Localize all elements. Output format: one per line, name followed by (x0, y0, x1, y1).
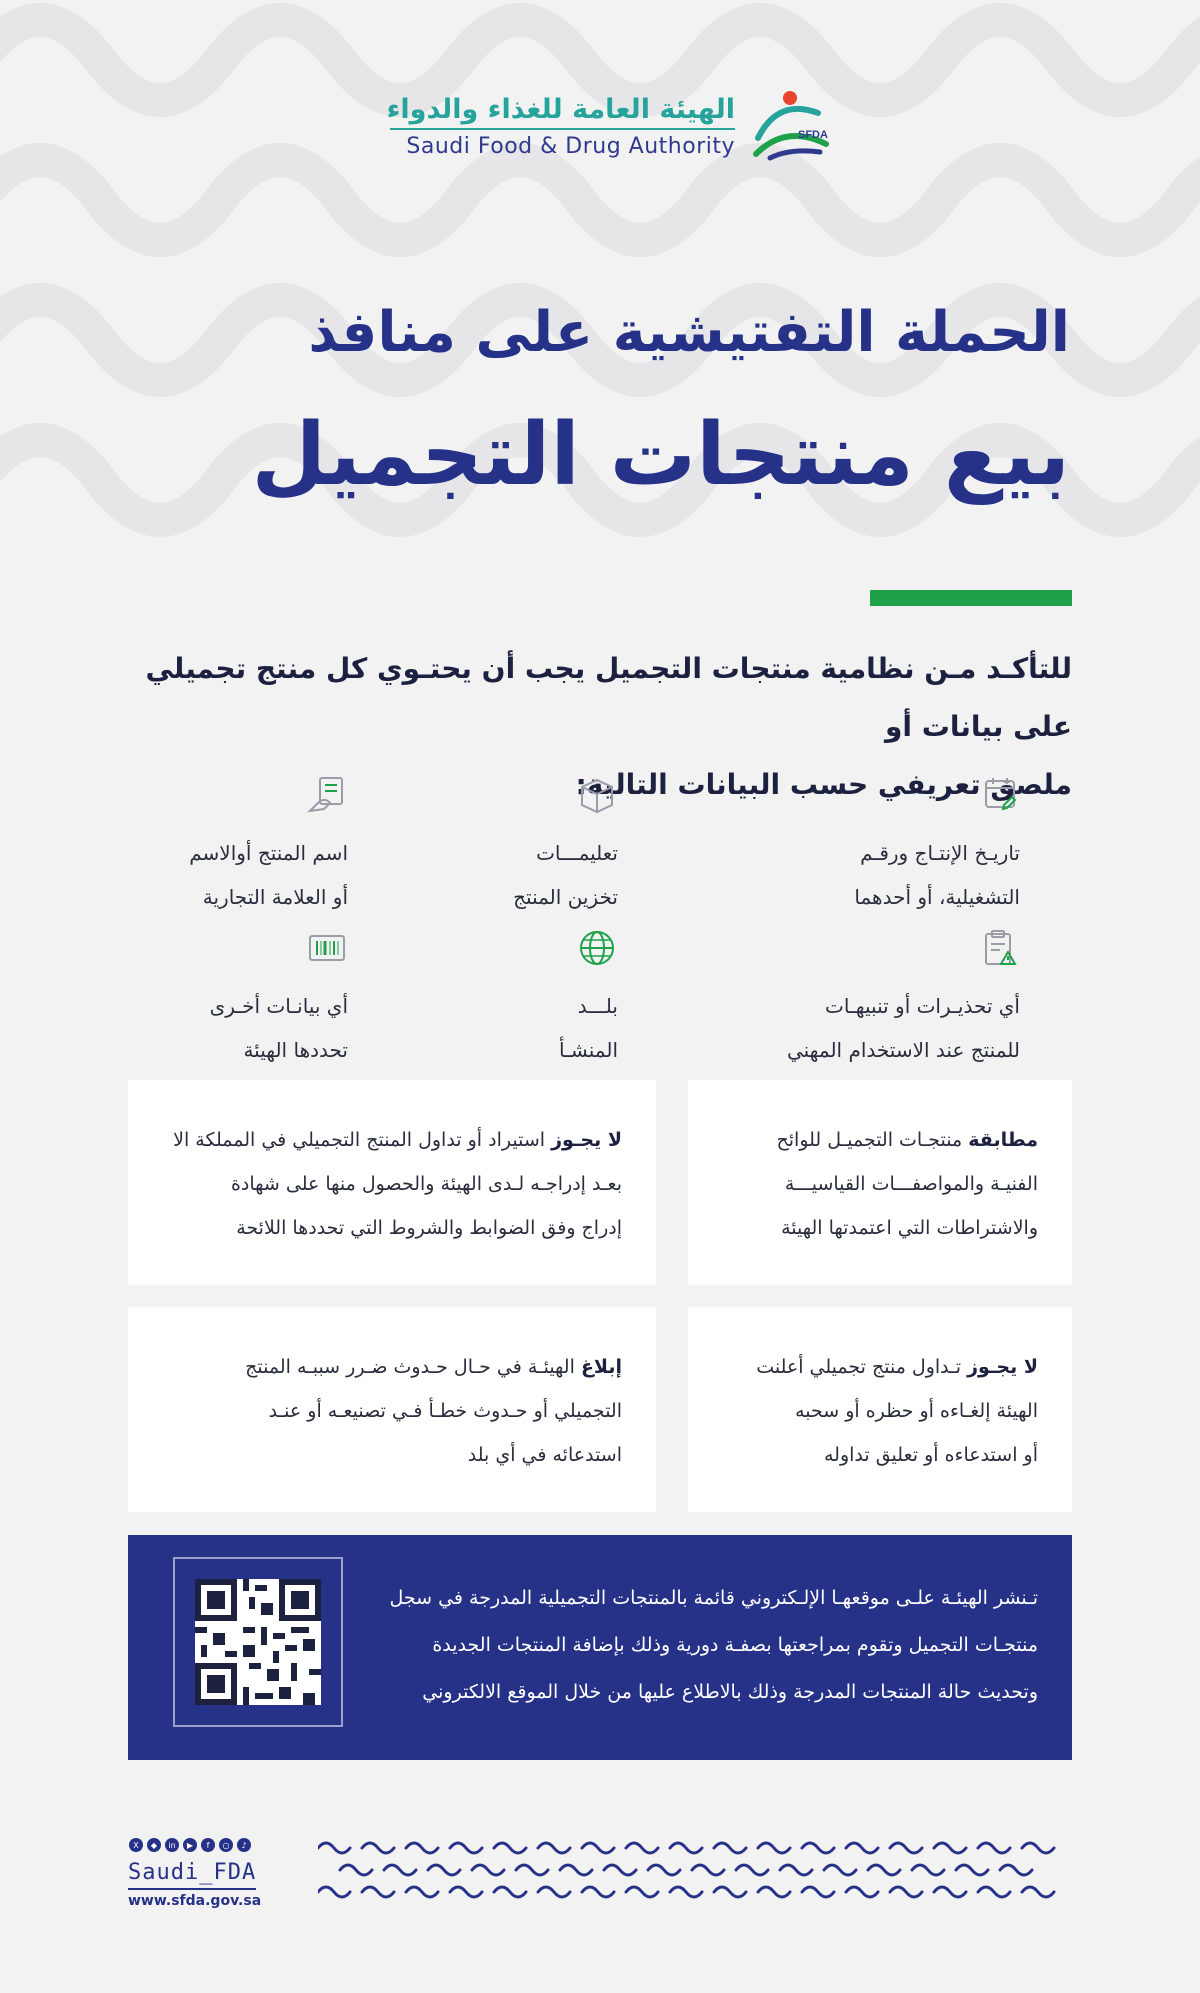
card-line2: التجميلي أو حـدوث خطـأ فـي تصنيعـه أو عنـد (268, 1400, 622, 1422)
page-title-line2: بيع منتجات التجميل (251, 405, 1070, 505)
notice-line2: منتجـات التجميل وتقوم بمراجعتها بصفـة دورية وذلك بإضافة المنتجات الجديدة (432, 1634, 1038, 1656)
box-icon (576, 775, 618, 815)
svg-text:X: X (133, 1841, 139, 1850)
feature-production-date (740, 775, 1020, 919)
svg-text:○: ○ (222, 1841, 230, 1850)
feature-line1: تاريـخ الإنتـاج ورقـم (860, 841, 1020, 865)
feature-other-data (128, 928, 348, 1072)
feature-origin (418, 928, 618, 1072)
footer-pattern (318, 1836, 1072, 1900)
feature-line1: تعليمـــات (536, 841, 618, 865)
card-line3: والاشتراطات التي اعتمدتها الهيئة (781, 1217, 1038, 1239)
card-line2: بعـد إدراجـه لـدى الهيئة والحصول منها على شهادة (230, 1173, 622, 1195)
title-accent-bar (870, 590, 1072, 606)
card-line2: الفنيـة والمواصفـــات القياسيـــة (784, 1173, 1038, 1195)
card-line2: الهيئة إلغـاءه أو حظره أو سحبه (795, 1400, 1038, 1422)
qr-code-icon[interactable] (195, 1579, 321, 1705)
sfda-emblem-icon (748, 88, 830, 168)
feature-storage (418, 775, 618, 919)
intro-line1: للتأكـد مـن نظامية منتجات التجميل يجب أن يحتـوي كل منتج تجميلي على بيانات أو (145, 652, 1072, 743)
svg-text:◆: ◆ (150, 1841, 158, 1850)
feature-product-name (128, 775, 348, 919)
svg-text:♪: ♪ (241, 1841, 247, 1850)
card-line1: تـداول منتج تجميلي أعلنت (756, 1356, 962, 1378)
card-line3: إدراج وفق الضوابط والشروط التي تحددها اللائحة (236, 1217, 622, 1239)
card-line3: أو استدعاءه أو تعليق تداوله (823, 1444, 1038, 1466)
feature-line1: اسم المنتج أوالاسم (189, 841, 348, 865)
logo-badge: SFDA (798, 129, 828, 141)
notice-text (389, 1575, 1038, 1716)
intro-line2: ملصق تعريفي حسب البيانات التالية: (575, 768, 1072, 801)
notice-line1: تـنشر الهيئـة علـى موقعهـا الإلـكتروني قائمة بالمنتجات التجميلية المدرجة في سجل (389, 1587, 1038, 1609)
feature-line2: تخزين المنتج (513, 885, 618, 909)
card-line1: استيراد أو تداول المنتج التجميلي في المملكة الا (173, 1129, 546, 1151)
card-trade-restriction (688, 1307, 1072, 1512)
sfda-logo (380, 88, 830, 168)
feature-line1: أي بيانـات أخـرى (209, 994, 348, 1018)
feature-line2: للمنتج عند الاستخدام المهني (786, 1038, 1020, 1062)
card-reporting (128, 1307, 656, 1512)
logo-divider (390, 128, 735, 130)
qr-code-frame[interactable] (173, 1557, 343, 1727)
social-handle[interactable]: Saudi_FDA (128, 1860, 257, 1885)
feature-line2: تحددها الهيئة (243, 1038, 348, 1062)
barcode-icon (306, 928, 348, 968)
calendar-pen-icon (978, 775, 1020, 815)
website-link[interactable]: www.sfda.gov.sa (128, 1893, 262, 1909)
card-line1: منتجـات التجميـل للوائح (776, 1129, 963, 1151)
card-line3: استدعائه في أي بلد (467, 1444, 622, 1466)
card-bold-label: إبلاغ (580, 1356, 622, 1378)
notice-line3: وتحديث حالة المنتجات المدرجة وذلك بالاطلاع عليها من خلال الموقع الالكتروني (422, 1681, 1038, 1703)
handle-underline (128, 1888, 256, 1890)
feature-line1: بلـــد (577, 994, 618, 1018)
feature-line2: التشغيلية، أو أحدهما (854, 885, 1020, 909)
svg-text:▶: ▶ (186, 1841, 194, 1850)
card-import-restriction (128, 1080, 656, 1285)
svg-text:f: f (206, 1841, 210, 1850)
feature-warnings (740, 928, 1020, 1072)
feature-line2: المنشـأ (558, 1038, 618, 1062)
svg-text:in: in (168, 1841, 176, 1850)
feature-line1: أي تحذيـرات أو تنبيهـات (825, 994, 1020, 1018)
globe-icon (576, 928, 618, 968)
card-conformity (688, 1080, 1072, 1285)
page-title-line1: الحملة التفتيشية على منافذ (308, 300, 1070, 365)
logo-arabic-name: الهيئة العامة للغذاء والدواء (386, 94, 735, 125)
logo-english-name: Saudi Food & Drug Authority (406, 134, 735, 159)
card-line1: الهيئـة في حـال حـدوث ضـرر سببـه المنتج (245, 1356, 575, 1378)
social-icons (128, 1836, 258, 1854)
card-bold-label: مطابقة (968, 1129, 1038, 1151)
card-bold-label: لا يجـوز (551, 1129, 622, 1151)
document-hand-icon (306, 775, 348, 815)
clipboard-warning-icon (978, 928, 1020, 968)
card-bold-label: لا يجـوز (967, 1356, 1038, 1378)
registry-notice (128, 1535, 1072, 1760)
feature-line2: أو العلامة التجارية (202, 885, 348, 909)
